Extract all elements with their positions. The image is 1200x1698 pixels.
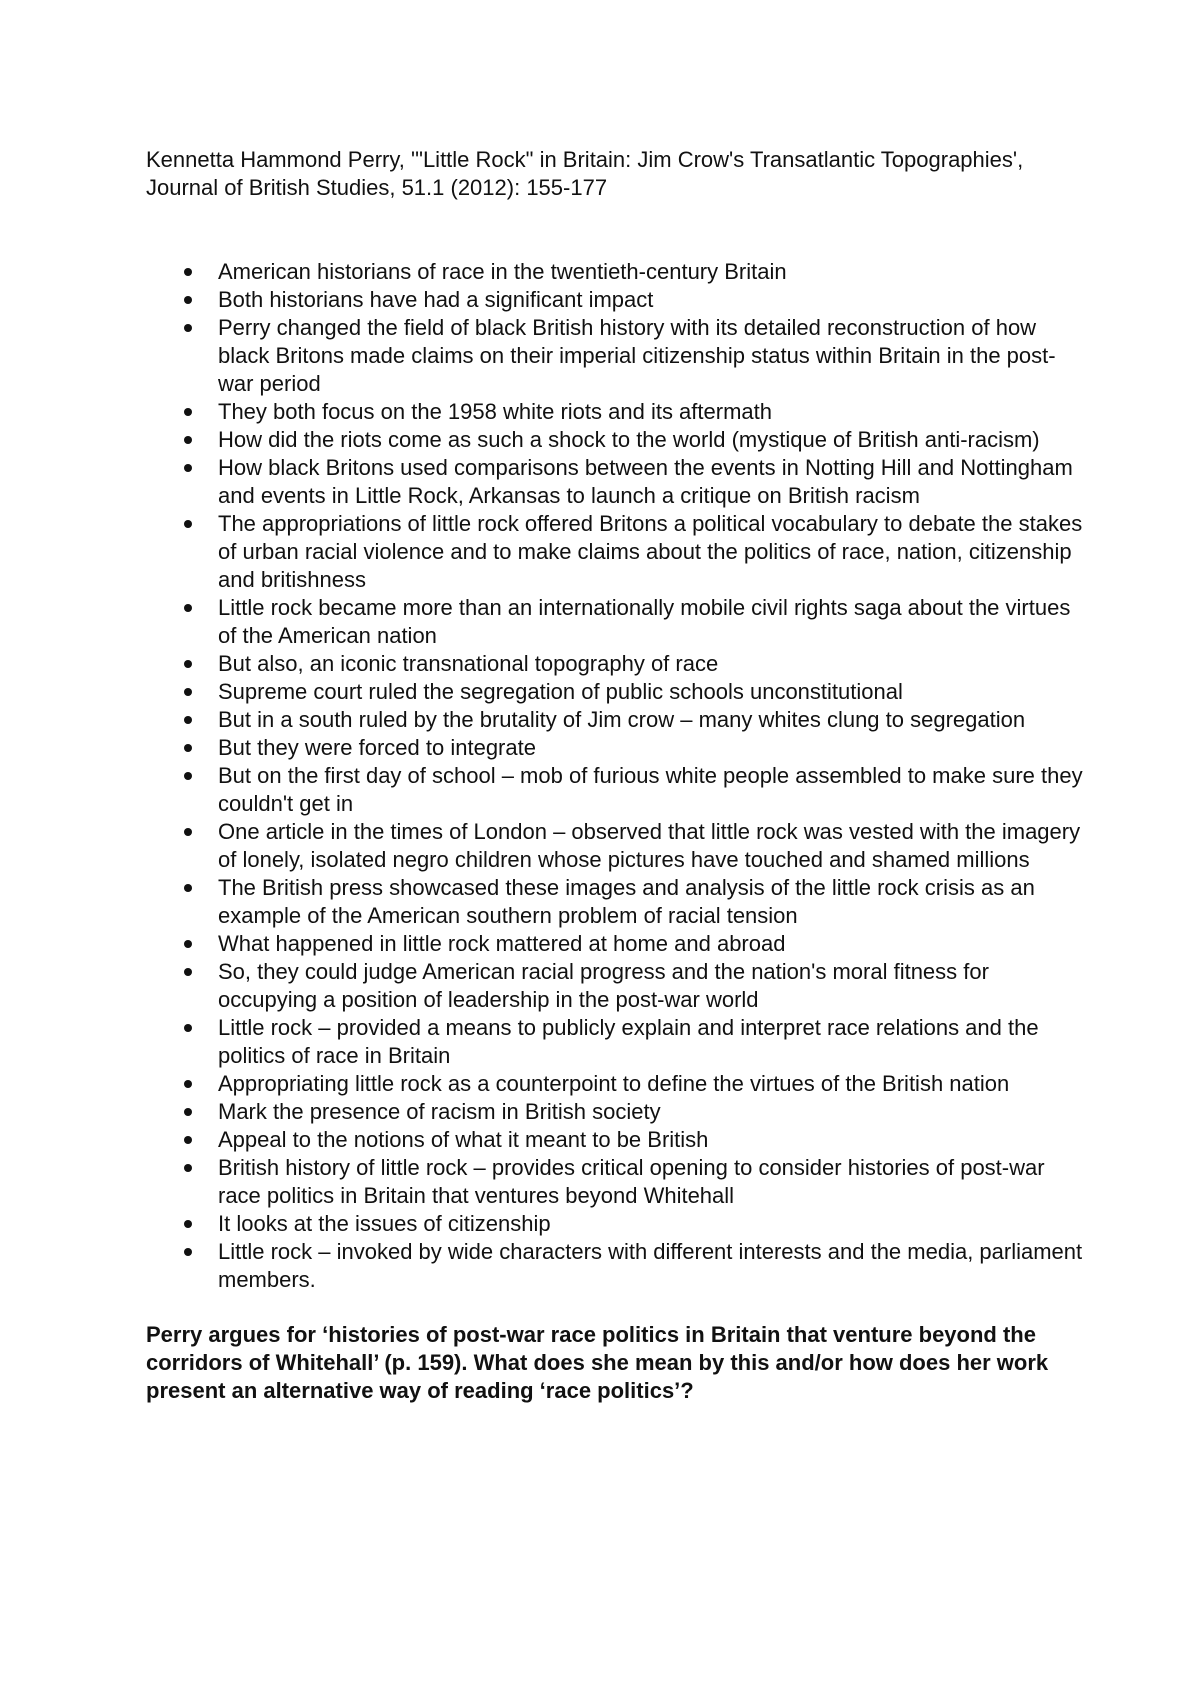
essay-question: Perry argues for ‘histories of post-war race politics in Britain that venture beyond the corridors of Whitehall’ (p. 159). What does she mean by this and/or how does her work present an alternative way of reading ‘race politics’? [146,1322,1049,1403]
note-text: It looks at the issues of citizenship [218,1211,551,1236]
list-item [146,1098,1086,1126]
bullet-icon [184,744,192,752]
bullet-icon [184,436,192,444]
note-text: The appropriations of little rock offered Britons a political vocabulary to debate the stakes of urban racial violence and to make claims about the politics of race, nation, citizenship and britishness [218,511,1083,592]
note-text: So, they could judge American racial progress and the nation's moral fitness for occupying a position of leadership in the post-war world [218,959,989,1012]
list-item [146,314,1086,398]
document-page [146,146,1086,1405]
bullet-icon [184,1108,192,1116]
bullet-icon [184,1024,192,1032]
list-item [146,594,1086,650]
list-item [146,958,1086,1014]
bullet-icon [184,1220,192,1228]
list-item [146,258,1086,286]
list-item [146,1210,1086,1238]
list-item [146,706,1086,734]
note-text: Little rock – invoked by wide characters with different interests and the media, parliament members. [218,1239,1083,1292]
list-item [146,874,1086,930]
note-text: Perry changed the field of black British history with its detailed reconstruction of how black Britons made claims on their imperial citizenship status within Britain in the post-war period [218,315,1056,396]
note-text: British history of little rock – provides critical opening to consider histories of post-war race politics in Britain that ventures beyond Whitehall [218,1155,1045,1208]
bullet-icon [184,296,192,304]
bullet-icon [184,1080,192,1088]
bullet-icon [184,716,192,724]
list-item [146,1126,1086,1154]
note-text: One article in the times of London – observed that little rock was vested with the imagery of lonely, isolated negro children whose pictures have touched and shamed millions [218,819,1081,872]
note-text: Mark the presence of racism in British society [218,1099,661,1124]
note-text: They both focus on the 1958 white riots and its aftermath [218,399,772,424]
list-item [146,510,1086,594]
note-text: Both historians have had a significant impact [218,287,654,312]
bullet-icon [184,968,192,976]
note-text: But on the first day of school – mob of furious white people assembled to make sure they couldn't get in [218,763,1083,816]
citation: Kennetta Hammond Perry, '"Little Rock" in Britain: Jim Crow's Transatlantic Topographies', Journal of British Studies, 51.1 (2012): 155-177 [146,147,1024,200]
list-item [146,454,1086,510]
list-item [146,398,1086,426]
note-text: Little rock – provided a means to publicly explain and interpret race relations and the politics of race in Britain [218,1015,1039,1068]
list-item [146,1238,1086,1294]
bullet-icon [184,408,192,416]
bullet-icon [184,688,192,696]
bullet-icon [184,520,192,528]
list-item [146,818,1086,874]
bullet-icon [184,660,192,668]
bullet-icon [184,772,192,780]
list-item [146,286,1086,314]
note-text: How did the riots come as such a shock to the world (mystique of British anti-racism) [218,427,1040,452]
note-text: Supreme court ruled the segregation of public schools unconstitutional [218,679,903,704]
note-text: Little rock became more than an internationally mobile civil rights saga about the virtues of the American nation [218,595,1071,648]
bullet-icon [184,324,192,332]
list-item [146,426,1086,454]
list-item [146,930,1086,958]
note-text: Appeal to the notions of what it meant to be British [218,1127,709,1152]
note-text: The British press showcased these images and analysis of the little rock crisis as an example of the American southern problem of racial tension [218,875,1035,928]
list-item [146,734,1086,762]
list-item [146,1070,1086,1098]
bullet-icon [184,1136,192,1144]
list-item [146,1014,1086,1070]
note-text: But in a south ruled by the brutality of Jim crow – many whites clung to segregation [218,707,1026,732]
bullet-icon [184,1164,192,1172]
bullet-icon [184,940,192,948]
note-text: How black Britons used comparisons between the events in Notting Hill and Nottingham and events in Little Rock, Arkansas to launch a critique on British racism [218,455,1073,508]
bullet-icon [184,604,192,612]
list-item [146,762,1086,818]
bullet-icon [184,884,192,892]
note-text: What happened in little rock mattered at home and abroad [218,931,786,956]
bullet-icon [184,464,192,472]
bullet-icon [184,268,192,276]
list-item [146,678,1086,706]
bullet-icon [184,1248,192,1256]
list-item [146,650,1086,678]
note-text: American historians of race in the twentieth-century Britain [218,259,787,284]
list-item [146,1154,1086,1210]
bullet-icon [184,828,192,836]
note-text: Appropriating little rock as a counterpoint to define the virtues of the British nation [218,1071,1010,1096]
note-text: But they were forced to integrate [218,735,536,760]
note-text: But also, an iconic transnational topography of race [218,651,719,676]
notes-list [146,258,1086,1294]
